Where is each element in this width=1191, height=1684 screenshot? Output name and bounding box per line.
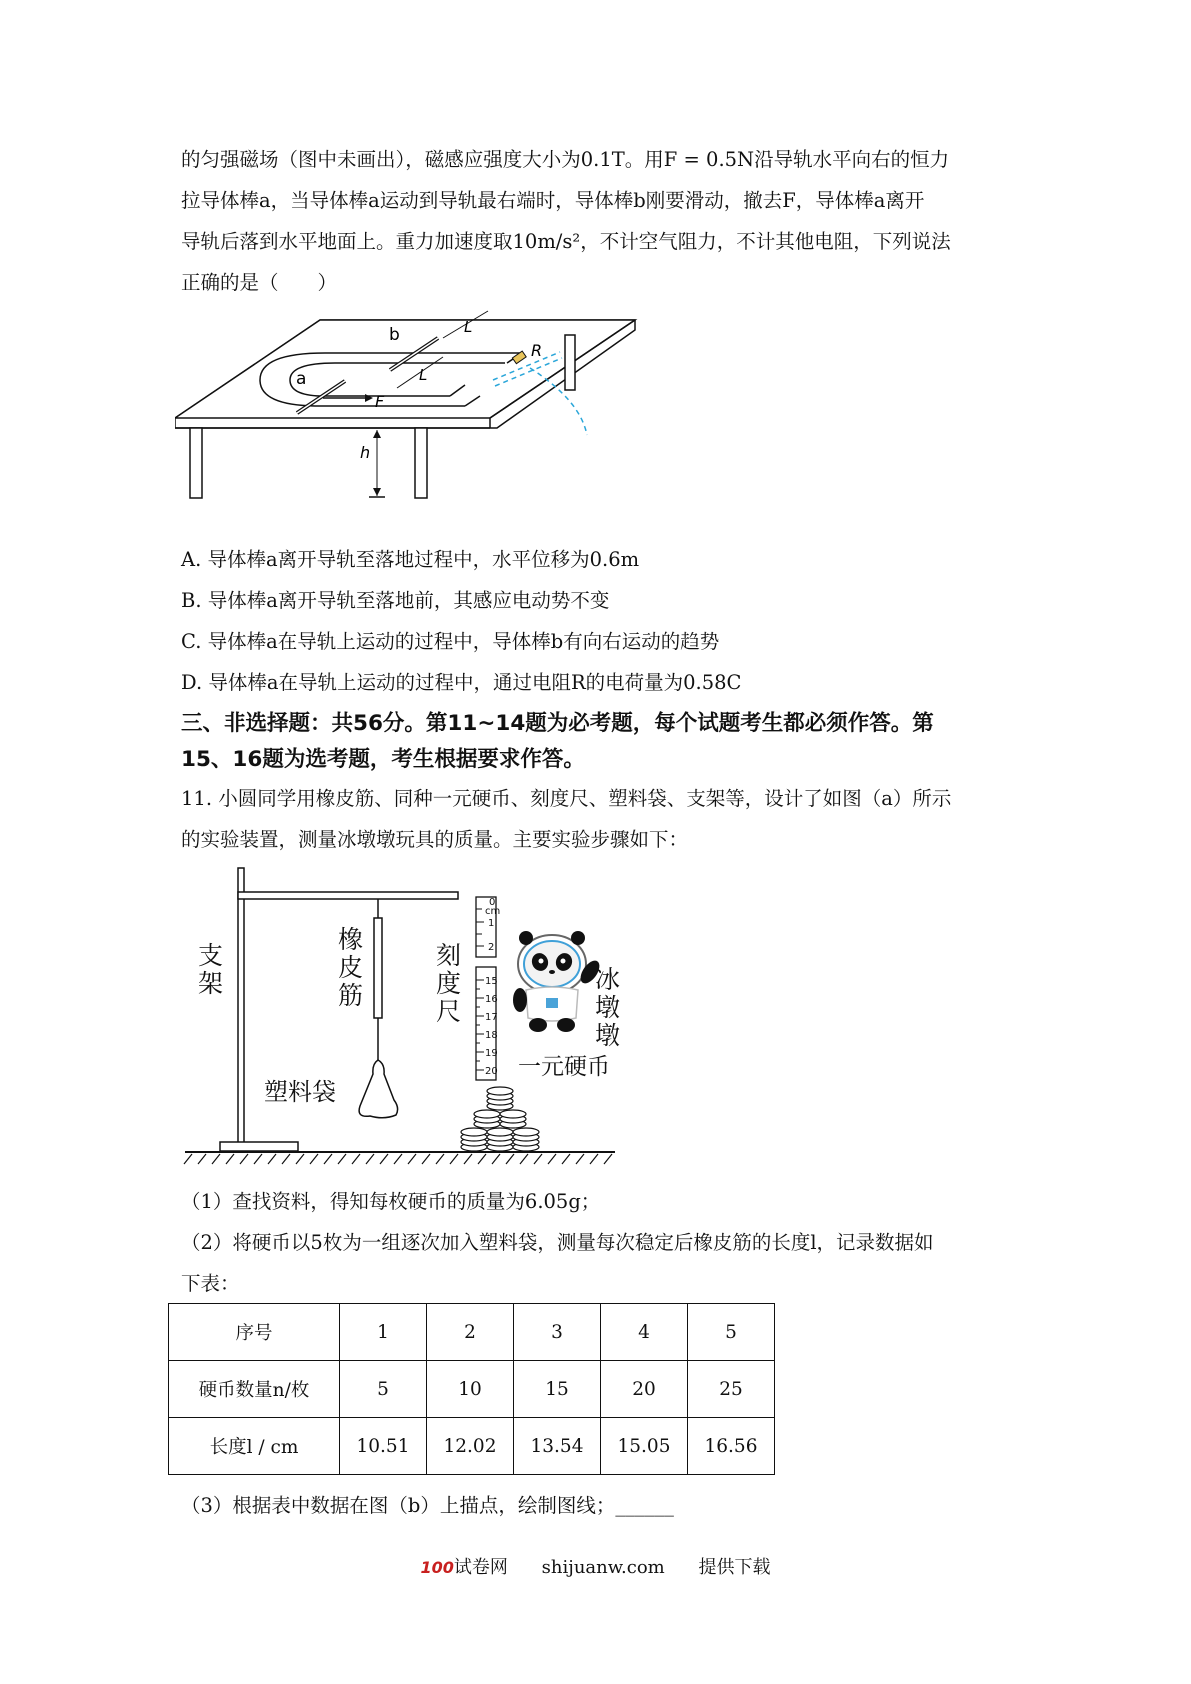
option-d: D. 导体棒a在导轨上运动的过程中，通过电阻R的电荷量为0.58C bbox=[181, 671, 742, 694]
option-a: A. 导体棒a离开导轨至落地过程中，水平位移为0.6m bbox=[181, 548, 640, 571]
label-R: R bbox=[531, 341, 543, 360]
label-coin: 一元硬币 bbox=[518, 1054, 610, 1080]
label-h: h bbox=[360, 443, 371, 462]
table-cell: 5 bbox=[340, 1361, 427, 1418]
section3-line-2: 15、16题为选考题，考生根据要求作答。 bbox=[181, 747, 585, 772]
table-row bbox=[169, 1361, 775, 1418]
ruler-tick-2: 2 bbox=[488, 942, 495, 953]
option-b: B. 导体棒a离开导轨至落地前，其感应电动势不变 bbox=[181, 589, 610, 612]
ruler-tick-cm: cm bbox=[485, 906, 501, 917]
intro-line-4: 正确的是（ ） bbox=[181, 271, 338, 294]
step-2-line-1: （2）将硬币以5枚为一组逐次加入塑料袋，测量每次稳定后橡皮筋的长度l，记录数据如 bbox=[181, 1231, 934, 1254]
label-ruler-3: 尺 bbox=[436, 997, 462, 1026]
ruler-tick-15: 15 bbox=[485, 976, 498, 987]
table-cell: 20 bbox=[601, 1361, 688, 1418]
label-bing-2: 墩 bbox=[594, 993, 620, 1022]
label-stand-2: 架 bbox=[198, 969, 224, 998]
q11-line-1: 11. 小圆同学用橡皮筋、同种一元硬币、刻度尺、塑料袋、支架等，设计了如图（a）所示 bbox=[181, 787, 952, 810]
table-cell: 10.51 bbox=[340, 1418, 427, 1475]
footer-site-name: 试卷网 bbox=[453, 1557, 508, 1578]
step-2-line-2: 下表： bbox=[181, 1272, 240, 1295]
intro-line-2: 拉导体棒a，当导体棒a运动到导轨最右端时，导体棒b刚要滑动，撤去F，导体棒a离开 bbox=[181, 189, 925, 212]
label-bag: 塑料袋 bbox=[264, 1078, 336, 1106]
q11-line-2: 的实验装置，测量冰墩墩玩具的质量。主要实验步骤如下： bbox=[181, 828, 689, 851]
footer-brand[interactable] bbox=[421, 1557, 508, 1578]
label-ruler-2: 度 bbox=[436, 969, 462, 998]
logo-100: 100 bbox=[420, 1558, 454, 1577]
ruler-tick-16: 16 bbox=[485, 994, 498, 1005]
table-label-length: 长度l / cm bbox=[169, 1418, 340, 1475]
footer-domain[interactable]: shijuanw.com bbox=[541, 1557, 665, 1578]
ruler-tick-1: 1 bbox=[488, 918, 495, 929]
table-cell: 16.56 bbox=[688, 1418, 775, 1475]
label-F: F bbox=[375, 392, 385, 411]
label-a: a bbox=[296, 369, 307, 389]
option-c: C. 导体棒a在导轨上运动的过程中，导体棒b有向右运动的趋势 bbox=[181, 630, 720, 653]
label-rubber-2: 皮 bbox=[338, 953, 364, 982]
label-rubber-1: 橡 bbox=[338, 925, 364, 954]
table-cell: 12.02 bbox=[427, 1418, 514, 1475]
ruler-tick-18: 18 bbox=[485, 1030, 498, 1041]
label-bing-1: 冰 bbox=[594, 965, 620, 994]
table-cell: 25 bbox=[688, 1361, 775, 1418]
experiment-figure bbox=[180, 862, 630, 1172]
rail-figure bbox=[175, 310, 655, 500]
ruler-tick-19: 19 bbox=[485, 1048, 498, 1059]
footer-download: 提供下载 bbox=[698, 1557, 771, 1578]
label-b: b bbox=[389, 325, 400, 345]
footer bbox=[0, 1553, 1191, 1579]
data-table bbox=[168, 1303, 775, 1475]
table-cell: 3 bbox=[514, 1304, 601, 1361]
ruler-tick-20: 20 bbox=[485, 1066, 498, 1077]
table-cell: 4 bbox=[601, 1304, 688, 1361]
step-1: （1）查找资料，得知每枚硬币的质量为6.05g； bbox=[181, 1190, 601, 1213]
table-cell: 5 bbox=[688, 1304, 775, 1361]
intro-line-3: 导轨后落到水平地面上。重力加速度取10m/s²，不计空气阻力，不计其他电阻，下列说法 bbox=[181, 230, 951, 253]
table-row bbox=[169, 1304, 775, 1361]
table-row bbox=[169, 1418, 775, 1475]
table-cell: 10 bbox=[427, 1361, 514, 1418]
ruler-tick-0: 0 bbox=[489, 897, 496, 908]
ruler-tick-17: 17 bbox=[485, 1012, 498, 1023]
table-cell: 2 bbox=[427, 1304, 514, 1361]
mascot-icon bbox=[513, 931, 603, 1032]
label-stand-1: 支 bbox=[198, 941, 224, 970]
table-header-index: 序号 bbox=[169, 1304, 340, 1361]
section3-line-1: 三、非选择题：共56分。第11~14题为必考题，每个试题考生都必须作答。第 bbox=[181, 711, 934, 736]
table-cell: 1 bbox=[340, 1304, 427, 1361]
label-L-bottom: L bbox=[419, 366, 428, 384]
step-3: （3）根据表中数据在图（b）上描点，绘制图线；______ bbox=[181, 1494, 674, 1517]
table-cell: 15.05 bbox=[601, 1418, 688, 1475]
table-label-count: 硬币数量n/枚 bbox=[169, 1361, 340, 1418]
label-ruler-1: 刻 bbox=[436, 941, 462, 970]
label-bing-3: 墩 bbox=[594, 1021, 620, 1050]
label-rubber-3: 筋 bbox=[338, 981, 364, 1010]
intro-line-1: 的匀强磁场（图中未画出），磁感应强度大小为0.1T。用F = 0.5N沿导轨水平向右的恒力 bbox=[181, 148, 950, 171]
label-L-top: L bbox=[464, 318, 473, 336]
table-cell: 15 bbox=[514, 1361, 601, 1418]
table-cell: 13.54 bbox=[514, 1418, 601, 1475]
